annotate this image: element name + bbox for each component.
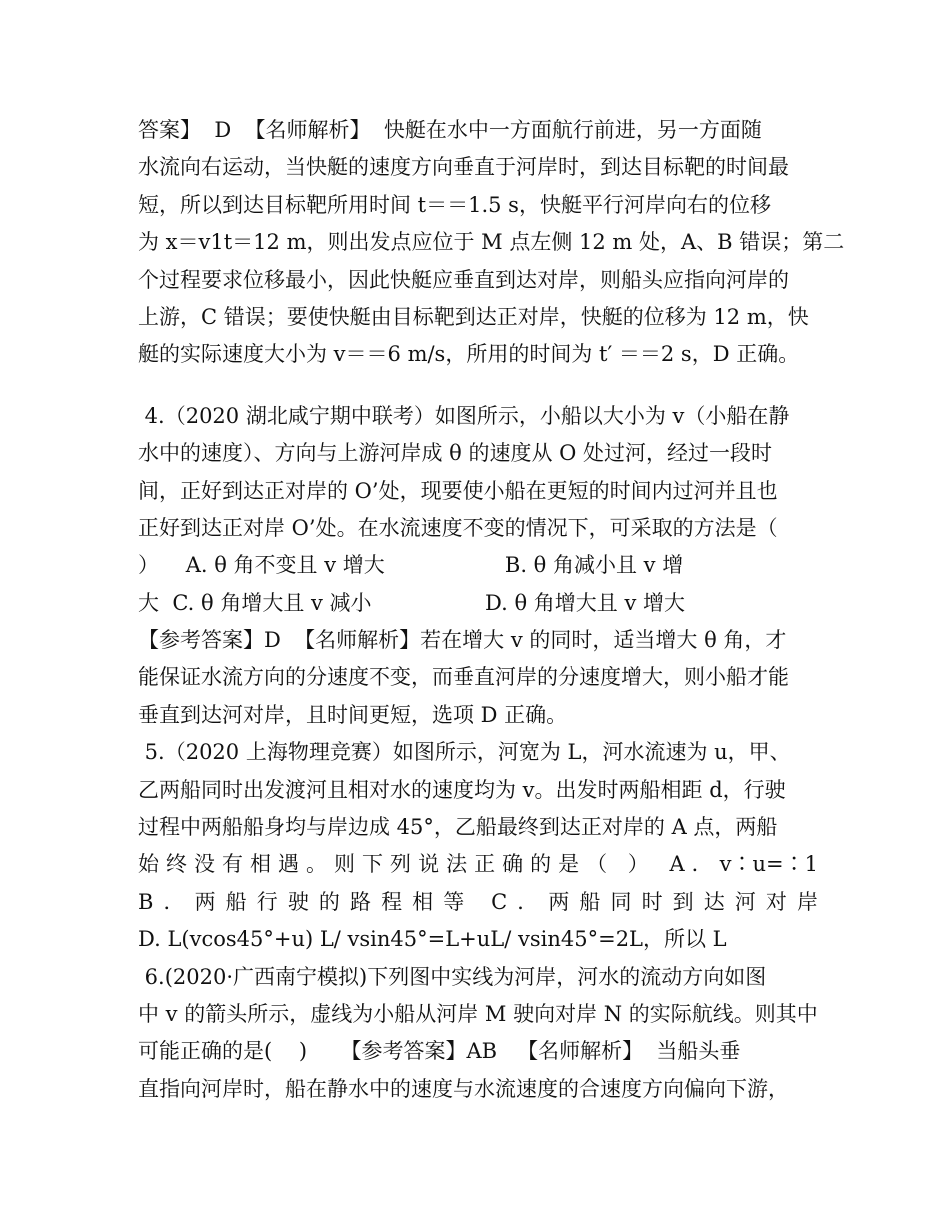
q3-answer-paragraph — [138, 112, 845, 374]
text-line: 大 C. θ 角增大且 v 减小 D. θ 角增大且 v 增大 — [138, 590, 686, 615]
text-line: 6.(2020·广西南宁模拟)下列图中实线为河岸，河水的流动方向如图 — [138, 964, 767, 989]
text-line: ） A. θ 角不变且 v 增大 B. θ 角减小且 v 增 — [138, 553, 684, 578]
text-line: 【参考答案】D 【名师解析】若在增大 v 的同时，适当增大 θ 角，才 — [138, 628, 787, 653]
paragraph-gap — [138, 374, 818, 398]
q4-q6-paragraph — [138, 398, 818, 1108]
text-line: 5.（2020 上海物理竞赛）如图所示，河宽为 L，河水流速为 u，甲、 — [138, 740, 791, 765]
text-line: 艇的实际速度大小为 v＝＝6 m/s，所用的时间为 t′ ＝＝2 s，D 正确。 — [138, 342, 800, 367]
text-line: 个过程要求位移最小，因此快艇应垂直到达对岸，则船头应指向河岸的 — [138, 267, 789, 292]
text-line: 短，所以到达目标靶所用时间 t＝＝1.5 s，快艇平行河岸向右的位移 — [138, 192, 771, 217]
text-line: 始终没有相遇。则下列说法正确的是（ ） A．v∶u=∶1 — [138, 852, 818, 877]
text-line: 直指向河岸时，船在静水中的速度与水流速度的合速度方向偏向下游， — [138, 1076, 789, 1101]
text-line: 可能正确的是( ) 【参考答案】AB 【名师解析】 当船头垂 — [138, 1039, 741, 1064]
text-line: 乙两船同时出发渡河且相对水的速度均为 v。出发时两船相距 d，行驶 — [138, 777, 786, 802]
text-line: 上游，C 错误；要使快艇由目标靶到达正对岸，快艇的位移为 12 m，快 — [138, 304, 809, 329]
text-line: B．两船行驶的路程相等 C．两船同时到达河对岸 — [138, 889, 818, 914]
text-line: 4.（2020 湖北咸宁期中联考）如图所示，小船以大小为 v（小船在静 — [138, 403, 790, 428]
text-line: 正好到达正对岸 O’处。在水流速度不变的情况下，可采取的方法是（ — [138, 515, 778, 540]
text-line: 能保证水流方向的分速度不变，而垂直河岸的分速度增大，则小船才能 — [138, 665, 789, 690]
text-line: 水中的速度）、方向与上游河岸成 θ 的速度从 O 处过河，经过一段时 — [138, 441, 773, 466]
text-line: 水流向右运动，当快艇的速度方向垂直于河岸时，到达目标靶的时间最 — [138, 155, 789, 180]
text-line: D. L(vcos45°+u) L/ vsin45°=L+uL/ vsin45°=2L，所以 L — [138, 927, 727, 952]
text-line: 过程中两船船身均与岸边成 45°，乙船最终到达正对岸的 A 点，两船 — [138, 815, 778, 840]
document-page — [138, 112, 845, 1108]
text-line: 间，正好到达正对岸的 O’处，现要使小船在更短的时间内过河并且也 — [138, 478, 778, 503]
text-line: 为 x＝v1t＝12 m，则出发点应位于 M 点左侧 12 m 处，A、B 错误；第二 — [138, 230, 845, 255]
text-line: 答案】 D 【名师解析】 快艇在水中一方面航行前进，另一方面随 — [138, 118, 762, 142]
text-line: 中 v 的箭头所示，虚线为小船从河岸 M 驶向对岸 N 的实际航线。则其中 — [138, 1001, 818, 1026]
text-line: 垂直到达河对岸，且时间更短，选项 D 正确。 — [138, 702, 568, 727]
